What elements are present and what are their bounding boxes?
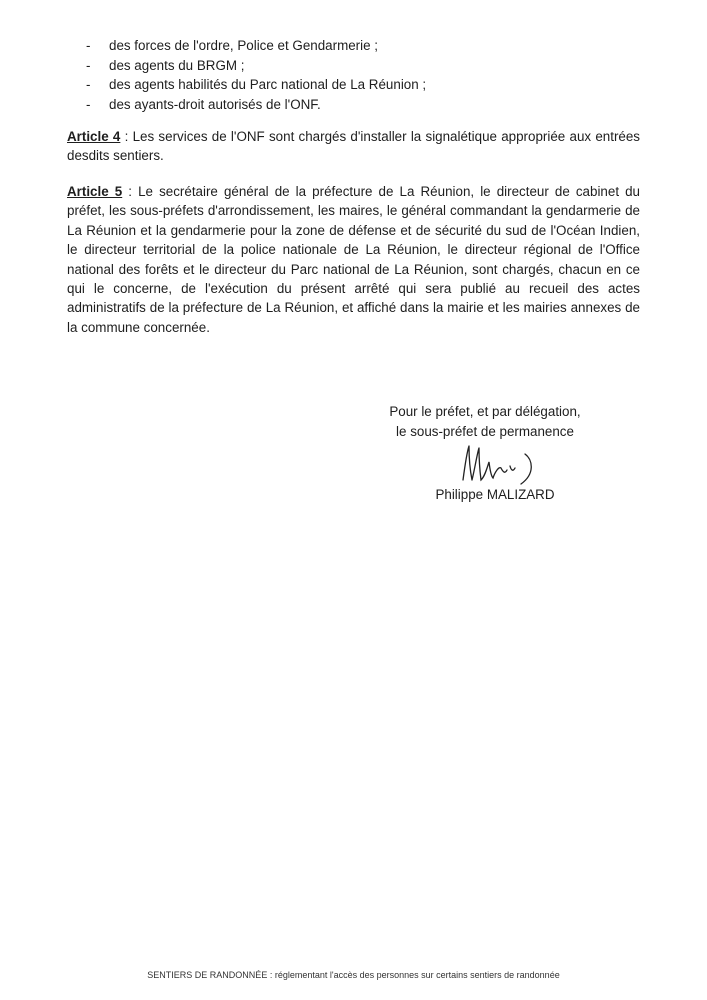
- list-item: [86, 95, 646, 115]
- bullet-marker: -: [86, 96, 91, 112]
- list-item-text: des agents habilités du Parc national de La Réunion ;: [109, 77, 427, 92]
- list-item: [86, 75, 646, 95]
- handwritten-signature-icon: [455, 440, 545, 490]
- list-item-text: des forces de l'ordre, Police et Gendarmerie ;: [109, 38, 379, 53]
- article-5-paragraph: [67, 182, 640, 337]
- bullet-marker: -: [86, 57, 91, 73]
- article-4-label: Article 4: [67, 129, 121, 144]
- article-4-text: : Les services de l'ONF sont chargés d'installer la signalétique appropriée aux entrées desdits sentiers.: [67, 129, 640, 164]
- delegation-line: Pour le préfet, et par délégation,: [389, 404, 581, 419]
- list-item: [86, 56, 646, 76]
- authorized-persons-list: [86, 36, 646, 114]
- bullet-marker: -: [86, 77, 91, 92]
- signatory-name: Philippe MALIZARD: [435, 487, 555, 502]
- bullet-marker: -: [86, 38, 91, 53]
- list-item: [86, 36, 646, 56]
- signatory-title: le sous-préfet de permanence: [396, 423, 574, 439]
- list-item-text: des ayants-droit autorisés de l'ONF.: [109, 96, 321, 112]
- list-item-text: des agents du BRGM ;: [109, 57, 245, 73]
- article-5-text: : Le secrétaire général de la préfecture de La Réunion, le directeur de cabinet du préfet, les sous-préfets d'arrondissement, les maires, le général commandant la gendarmerie de La Réunion et la gendarmerie pour la zone de défense et de sécurité du sud de l'Océan Indien, le directeur territorial de la police nationale de La Réunion, le directeur régional de l'Office national des forêts et le directeur du Parc national de La Réunion, sont chargés, chacun en ce qui le concerne, de l'exécution du présent arrêté qui sera publié au recueil des actes administratifs de la préfecture de La Réunion, et affiché dans la mairie et les mairies annexes de la commune concernée.: [67, 184, 641, 335]
- signature-block: [370, 402, 600, 441]
- page-footer: SENTIERS DE RANDONNÉE : réglementant l'accès des personnes sur certains sentiers de randonnée: [147, 970, 560, 980]
- article-4-paragraph: [67, 127, 640, 166]
- article-5-label: Article 5: [67, 184, 123, 199]
